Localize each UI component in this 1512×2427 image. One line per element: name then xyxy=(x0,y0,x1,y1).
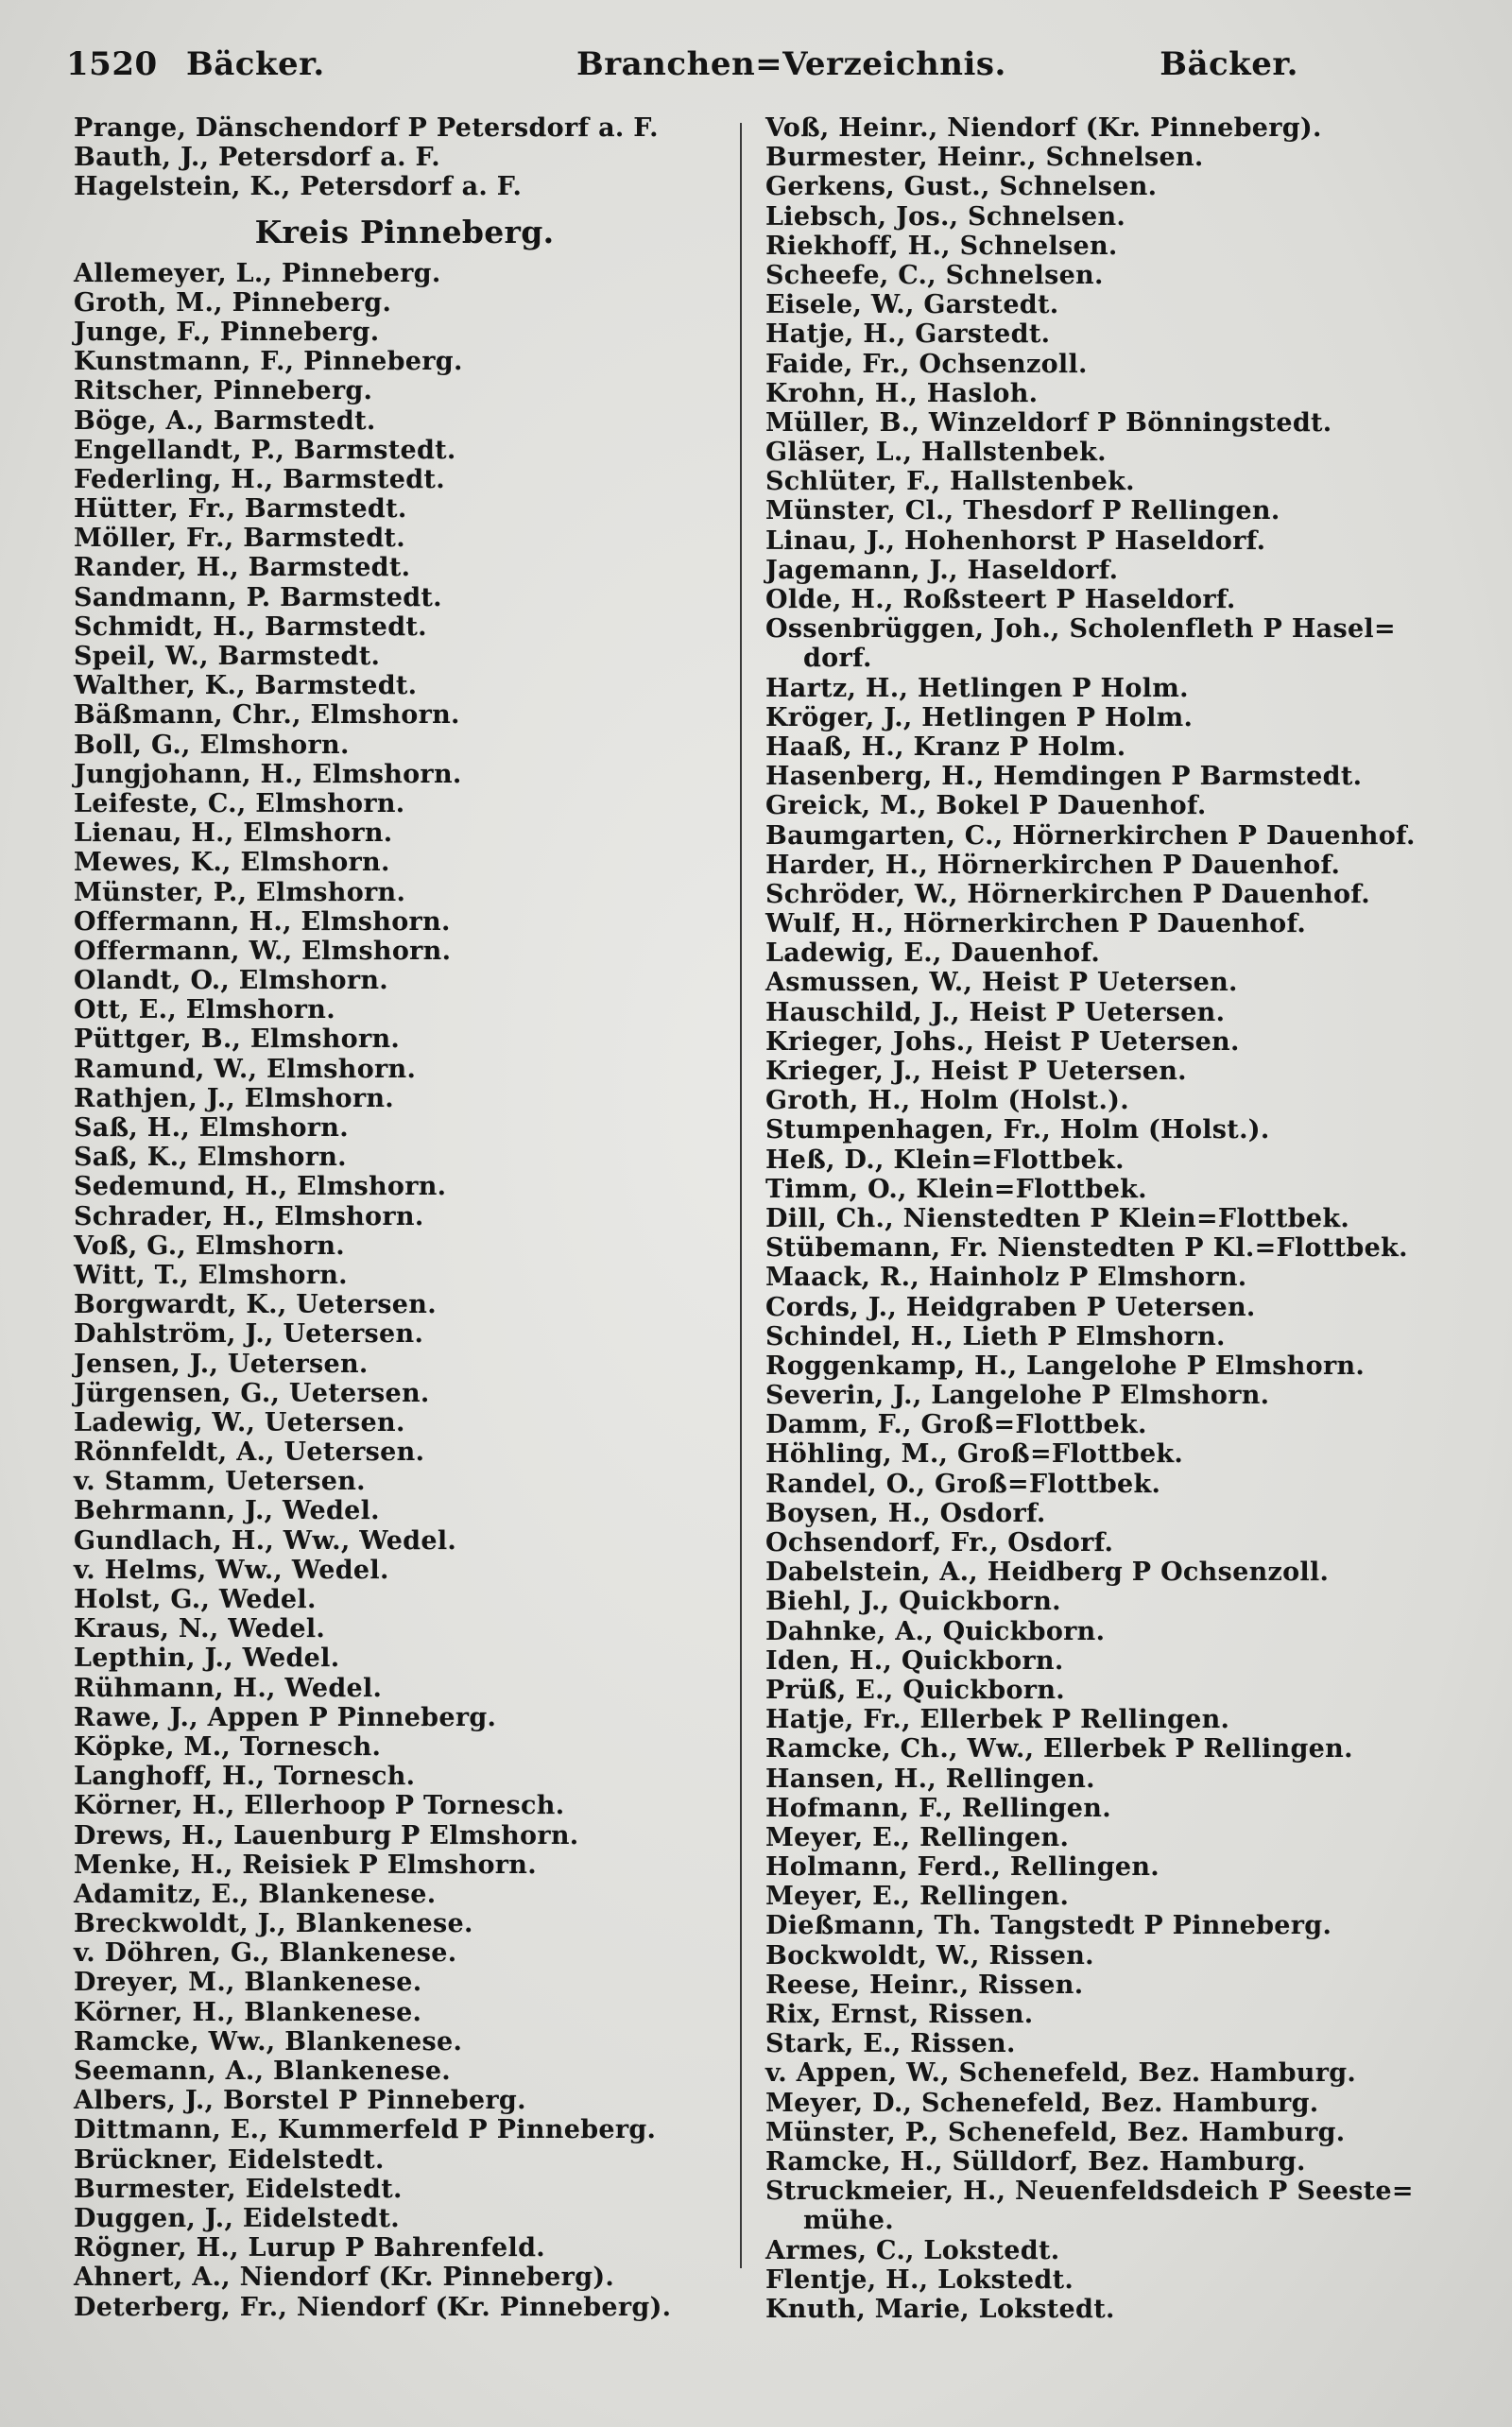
directory-entry: Sedemund, H., Elmshorn. xyxy=(74,1172,447,1202)
directory-entry: Brückner, Eidelstedt. xyxy=(74,2144,385,2175)
directory-entry: Dahnke, A., Quickborn. xyxy=(765,1616,1106,1646)
directory-entry: Schmidt, H., Barmstedt. xyxy=(74,611,427,642)
directory-entry: Jensen, J., Uetersen. xyxy=(74,1349,369,1379)
directory-entry: Borgwardt, K., Uetersen. xyxy=(74,1290,437,1320)
directory-entry: Scheefe, C., Schnelsen. xyxy=(765,260,1104,290)
directory-entry: Offermann, W., Elmshorn. xyxy=(74,936,452,966)
directory-entry: Dreyer, M., Blankenese. xyxy=(74,1968,422,1998)
directory-entry: Rathjen, J., Elmshorn. xyxy=(74,1083,395,1113)
directory-entry: Körner, H., Blankenese. xyxy=(74,1997,422,2027)
directory-entry: Hagelstein, K., Petersdorf a. F. xyxy=(74,172,523,202)
directory-entry: Schlüter, F., Hallstenbek. xyxy=(765,467,1135,497)
directory-entry: Knuth, Marie, Lokstedt. xyxy=(765,2294,1115,2324)
directory-entry: Groth, M., Pinneberg. xyxy=(74,287,392,318)
directory-entry: Bockwoldt, W., Rissen. xyxy=(765,1940,1094,1971)
directory-entry: Severin, J., Langelohe P Elmshorn. xyxy=(765,1381,1270,1411)
directory-entry: Rönnfeldt, A., Uetersen. xyxy=(74,1437,425,1468)
directory-entry: v. Appen, W., Schenefeld, Bez. Hamburg. xyxy=(765,2058,1357,2089)
directory-entry: Sandmann, P. Barmstedt. xyxy=(74,582,442,612)
directory-entry: Meyer, D., Schenefeld, Bez. Hamburg. xyxy=(765,2088,1319,2118)
directory-entry: Engellandt, P., Barmstedt. xyxy=(74,435,456,465)
directory-entry: Ramcke, H., Sülldorf, Bez. Hamburg. xyxy=(765,2146,1306,2177)
directory-entry: Rühmann, H., Wedel. xyxy=(74,1673,383,1703)
directory-entry: Holst, G., Wedel. xyxy=(74,1585,317,1614)
directory-entry: Stübemann, Fr. Nienstedten P Kl.=Flottbek. xyxy=(765,1233,1408,1264)
directory-entry: Ramcke, Ww., Blankenese. xyxy=(74,2026,463,2057)
directory-entry: Prüß, E., Quickborn. xyxy=(765,1675,1065,1705)
directory-entry: Roggenkamp, H., Langelohe P Elmshorn. xyxy=(765,1351,1366,1381)
directory-entry: Ott, E., Elmshorn. xyxy=(74,995,335,1025)
directory-entry: Rawe, J., Appen P Pinneberg. xyxy=(74,1702,497,1732)
directory-entry: Duggen, J., Eidelstedt. xyxy=(74,2203,400,2233)
directory-entry: Münster, P., Schenefeld, Bez. Hamburg. xyxy=(765,2117,1346,2147)
directory-entry: Ladewig, W., Uetersen. xyxy=(74,1407,405,1437)
directory-entry: Stark, E., Rissen. xyxy=(765,2029,1016,2059)
directory-entry: Holmann, Ferd., Rellingen. xyxy=(765,1852,1160,1883)
directory-entry: Speil, W., Barmstedt. xyxy=(74,642,381,671)
directory-entry: Krieger, Johs., Heist P Uetersen. xyxy=(765,1026,1240,1057)
left-top-entries xyxy=(74,113,735,202)
directory-entry: Walther, K., Barmstedt. xyxy=(74,671,418,701)
directory-entry: Ramund, W., Elmshorn. xyxy=(74,1054,417,1084)
directory-entry: Behrmann, J., Wedel. xyxy=(74,1496,380,1526)
directory-entry: Eisele, W., Garstedt. xyxy=(765,290,1059,320)
directory-entry: Müller, B., Winzeldorf P Bönningstedt. xyxy=(765,407,1332,438)
directory-entry: Ossenbrüggen, Joh., Scholenfleth P Hasel= xyxy=(765,614,1396,645)
directory-entry: Drews, H., Lauenburg P Elmshorn. xyxy=(74,1820,579,1850)
directory-entry: Heß, D., Klein=Flottbek. xyxy=(765,1145,1125,1175)
header-title: Branchen=Verzeichnis. xyxy=(576,45,1006,83)
directory-entry: Witt, T., Elmshorn. xyxy=(74,1260,348,1290)
section-heading: Kreis Pinneberg. xyxy=(254,213,555,250)
directory-entry: Münster, Cl., Thesdorf P Rellingen. xyxy=(765,496,1280,526)
directory-entry: Münster, P., Elmshorn. xyxy=(74,877,406,907)
directory-entry: v. Döhren, G., Blankenese. xyxy=(74,1938,457,1969)
directory-entry: Haaß, H., Kranz P Holm. xyxy=(765,732,1126,762)
directory-entry: Seemann, A., Blankenese. xyxy=(74,2057,452,2086)
directory-entry: Timm, O., Klein=Flottbek. xyxy=(765,1174,1147,1204)
directory-entry: Groth, H., Holm (Holst.). xyxy=(765,1086,1129,1116)
directory-entry: Hartz, H., Hetlingen P Holm. xyxy=(765,673,1189,703)
directory-entry: Allemeyer, L., Pinneberg. xyxy=(74,258,441,288)
directory-entry: Gerkens, Gust., Schnelsen. xyxy=(765,172,1158,202)
directory-entry: Harder, H., Hörnerkirchen P Dauenhof. xyxy=(765,850,1341,880)
column-divider xyxy=(740,123,742,2268)
directory-entry: Schröder, W., Hörnerkirchen P Dauenhof. xyxy=(765,879,1370,909)
directory-entry: Ritscher, Pinneberg. xyxy=(74,376,373,406)
directory-entry: Jürgensen, G., Uetersen. xyxy=(74,1378,430,1408)
directory-entry: Voß, G., Elmshorn. xyxy=(74,1231,345,1261)
directory-entry: Kröger, J., Hetlingen P Holm. xyxy=(765,702,1194,732)
directory-entry: Körner, H., Ellerhoop P Tornesch. xyxy=(74,1791,565,1821)
directory-entry: Menke, H., Reisiek P Elmshorn. xyxy=(74,1850,537,1880)
directory-entry: mühe. xyxy=(803,2206,894,2236)
directory-entry: Ahnert, A., Niendorf (Kr. Pinneberg). xyxy=(74,2263,615,2293)
directory-entry: Dießmann, Th. Tangstedt P Pinneberg. xyxy=(765,1911,1332,1941)
directory-entry: Jagemann, J., Haseldorf. xyxy=(765,555,1119,585)
directory-entry: Dahlström, J., Uetersen. xyxy=(74,1319,424,1350)
directory-entry: Hasenberg, H., Hemdingen P Barmstedt. xyxy=(765,762,1363,792)
directory-entry: Reese, Heinr., Rissen. xyxy=(765,1970,1084,2000)
directory-entry: Riekhoff, H., Schnelsen. xyxy=(765,231,1118,261)
directory-entry: Damm, F., Groß=Flottbek. xyxy=(765,1410,1147,1440)
directory-entry: Gundlach, H., Ww., Wedel. xyxy=(74,1525,457,1556)
directory-entry: Krohn, H., Hasloh. xyxy=(765,378,1039,408)
directory-entry: Baumgarten, C., Hörnerkirchen P Dauenhof. xyxy=(765,820,1416,851)
directory-entry: Krieger, J., Heist P Uetersen. xyxy=(765,1057,1187,1086)
directory-entry: Burmester, Eidelstedt. xyxy=(74,2174,403,2204)
right-column xyxy=(765,113,1446,2324)
directory-entry: Cords, J., Heidgraben P Uetersen. xyxy=(765,1292,1256,1322)
directory-entry: Dabelstein, A., Heidberg P Ochsenzoll. xyxy=(765,1558,1330,1588)
directory-entry: Deterberg, Fr., Niendorf (Kr. Pinneberg). xyxy=(74,2292,672,2322)
directory-entry: Kraus, N., Wedel. xyxy=(74,1614,326,1644)
directory-entry: Linau, J., Hohenhorst P Haseldorf. xyxy=(765,525,1266,556)
directory-entry: Rix, Ernst, Rissen. xyxy=(765,2000,1034,2029)
directory-entry: Leifeste, C., Elmshorn. xyxy=(74,788,405,818)
directory-entry: Kunstmann, F., Pinneberg. xyxy=(74,347,463,377)
directory-entry: Junge, F., Pinneberg. xyxy=(74,317,380,347)
directory-entry: Olde, H., Roßsteert P Haseldorf. xyxy=(765,585,1236,614)
directory-entry: v. Stamm, Uetersen. xyxy=(74,1467,366,1497)
directory-entry: Hansen, H., Rellingen. xyxy=(765,1764,1095,1794)
directory-entry: Mewes, K., Elmshorn. xyxy=(74,848,390,878)
directory-entry: Hatje, Fr., Ellerbek P Rellingen. xyxy=(765,1705,1230,1735)
directory-entry: Iden, H., Quickborn. xyxy=(765,1645,1064,1676)
directory-entry: dorf. xyxy=(803,644,872,674)
directory-entry: Bauth, J., Petersdorf a. F. xyxy=(74,143,440,173)
directory-entry: Lienau, H., Elmshorn. xyxy=(74,818,393,849)
directory-entry: Faide, Fr., Ochsenzoll. xyxy=(765,349,1088,379)
directory-entry: Dill, Ch., Nienstedten P Klein=Flottbek. xyxy=(765,1203,1350,1233)
directory-entry: Bäßmann, Chr., Elmshorn. xyxy=(74,700,460,731)
directory-entry: Hütter, Fr., Barmstedt. xyxy=(74,494,407,525)
directory-entry: Ochsendorf, Fr., Osdorf. xyxy=(765,1528,1114,1558)
directory-entry: Gläser, L., Hallstenbek. xyxy=(765,438,1107,468)
directory-entry: Flentje, H., Lokstedt. xyxy=(765,2264,1074,2295)
directory-entry: Rander, H., Barmstedt. xyxy=(74,553,411,583)
directory-entry: Ladewig, E., Dauenhof. xyxy=(765,938,1101,969)
directory-entry: Hatje, H., Garstedt. xyxy=(765,319,1051,350)
directory-entry: Jungjohann, H., Elmshorn. xyxy=(74,759,462,789)
directory-entry: Höhling, M., Groß=Flottbek. xyxy=(765,1439,1184,1470)
left-entry-list xyxy=(74,259,735,2322)
directory-entry: Stumpenhagen, Fr., Holm (Holst.). xyxy=(765,1115,1270,1145)
directory-entry: Albers, J., Borstel P Pinneberg. xyxy=(74,2086,526,2116)
directory-entry: Langhoff, H., Tornesch. xyxy=(74,1762,416,1792)
directory-entry: Wulf, H., Hörnerkirchen P Dauenhof. xyxy=(765,909,1307,939)
directory-entry: Meyer, E., Rellingen. xyxy=(765,1882,1070,1912)
directory-entry: Randel, O., Groß=Flottbek. xyxy=(765,1469,1161,1499)
directory-entry: Voß, Heinr., Niendorf (Kr. Pinneberg). xyxy=(765,113,1322,143)
directory-entry: Ramcke, Ch., Ww., Ellerbek P Rellingen. xyxy=(765,1734,1353,1764)
directory-entry: Saß, H., Elmshorn. xyxy=(74,1113,349,1143)
directory-entry: Prange, Dänschendorf P Petersdorf a. F. xyxy=(74,113,659,143)
directory-entry: Biehl, J., Quickborn. xyxy=(765,1587,1061,1617)
directory-entry: Böge, A., Barmstedt. xyxy=(74,405,376,436)
directory-entry: Rögner, H., Lurup P Bahrenfeld. xyxy=(74,2233,545,2263)
page-header xyxy=(66,38,1298,95)
directory-entry: Saß, K., Elmshorn. xyxy=(74,1143,347,1173)
directory-entry: Hauschild, J., Heist P Uetersen. xyxy=(765,997,1226,1027)
directory-entry: Greick, M., Bokel P Dauenhof. xyxy=(765,791,1207,821)
header-keyword-left: Bäcker. xyxy=(185,45,325,83)
directory-entry: Offermann, H., Elmshorn. xyxy=(74,906,451,937)
directory-entry: Asmussen, W., Heist P Uetersen. xyxy=(765,968,1238,998)
directory-entry: Köpke, M., Tornesch. xyxy=(74,1731,382,1762)
directory-entry: Hofmann, F., Rellingen. xyxy=(765,1793,1111,1823)
directory-entry: Olandt, O., Elmshorn. xyxy=(74,966,388,996)
directory-entry: Schrader, H., Elmshorn. xyxy=(74,1201,424,1231)
directory-entry: Adamitz, E., Blankenese. xyxy=(74,1879,437,1909)
page-header-left xyxy=(66,45,325,83)
directory-entry: Struckmeier, H., Neuenfeldsdeich P Seeste= xyxy=(765,2177,1414,2207)
directory-entry: Breckwoldt, J., Blankenese. xyxy=(74,1909,473,1939)
left-column xyxy=(74,113,735,2322)
directory-entry: Schindel, H., Lieth P Elmshorn. xyxy=(765,1321,1226,1351)
directory-entry: Armes, C., Lokstedt. xyxy=(765,2235,1060,2265)
directory-entry: v. Helms, Ww., Wedel. xyxy=(74,1555,389,1585)
directory-entry: Federling, H., Barmstedt. xyxy=(74,464,445,494)
page-number: 1520 xyxy=(66,45,158,83)
directory-entry: Liebsch, Jos., Schnelsen. xyxy=(765,201,1126,232)
directory-entry: Burmester, Heinr., Schnelsen. xyxy=(765,143,1204,173)
directory-entry: Boysen, H., Osdorf. xyxy=(765,1498,1046,1528)
right-entry-list xyxy=(765,113,1446,2324)
directory-entry: Möller, Fr., Barmstedt. xyxy=(74,524,405,554)
directory-entry: Lepthin, J., Wedel. xyxy=(74,1644,340,1674)
directory-entry: Dittmann, E., Kummerfeld P Pinneberg. xyxy=(74,2115,657,2145)
header-keyword-right: Bäcker. xyxy=(1160,45,1298,83)
directory-entry: Boll, G., Elmshorn. xyxy=(74,730,350,760)
directory-entry: Maack, R., Hainholz P Elmshorn. xyxy=(765,1263,1247,1293)
directory-entry: Püttger, B., Elmshorn. xyxy=(74,1024,401,1055)
directory-entry: Meyer, E., Rellingen. xyxy=(765,1822,1070,1852)
